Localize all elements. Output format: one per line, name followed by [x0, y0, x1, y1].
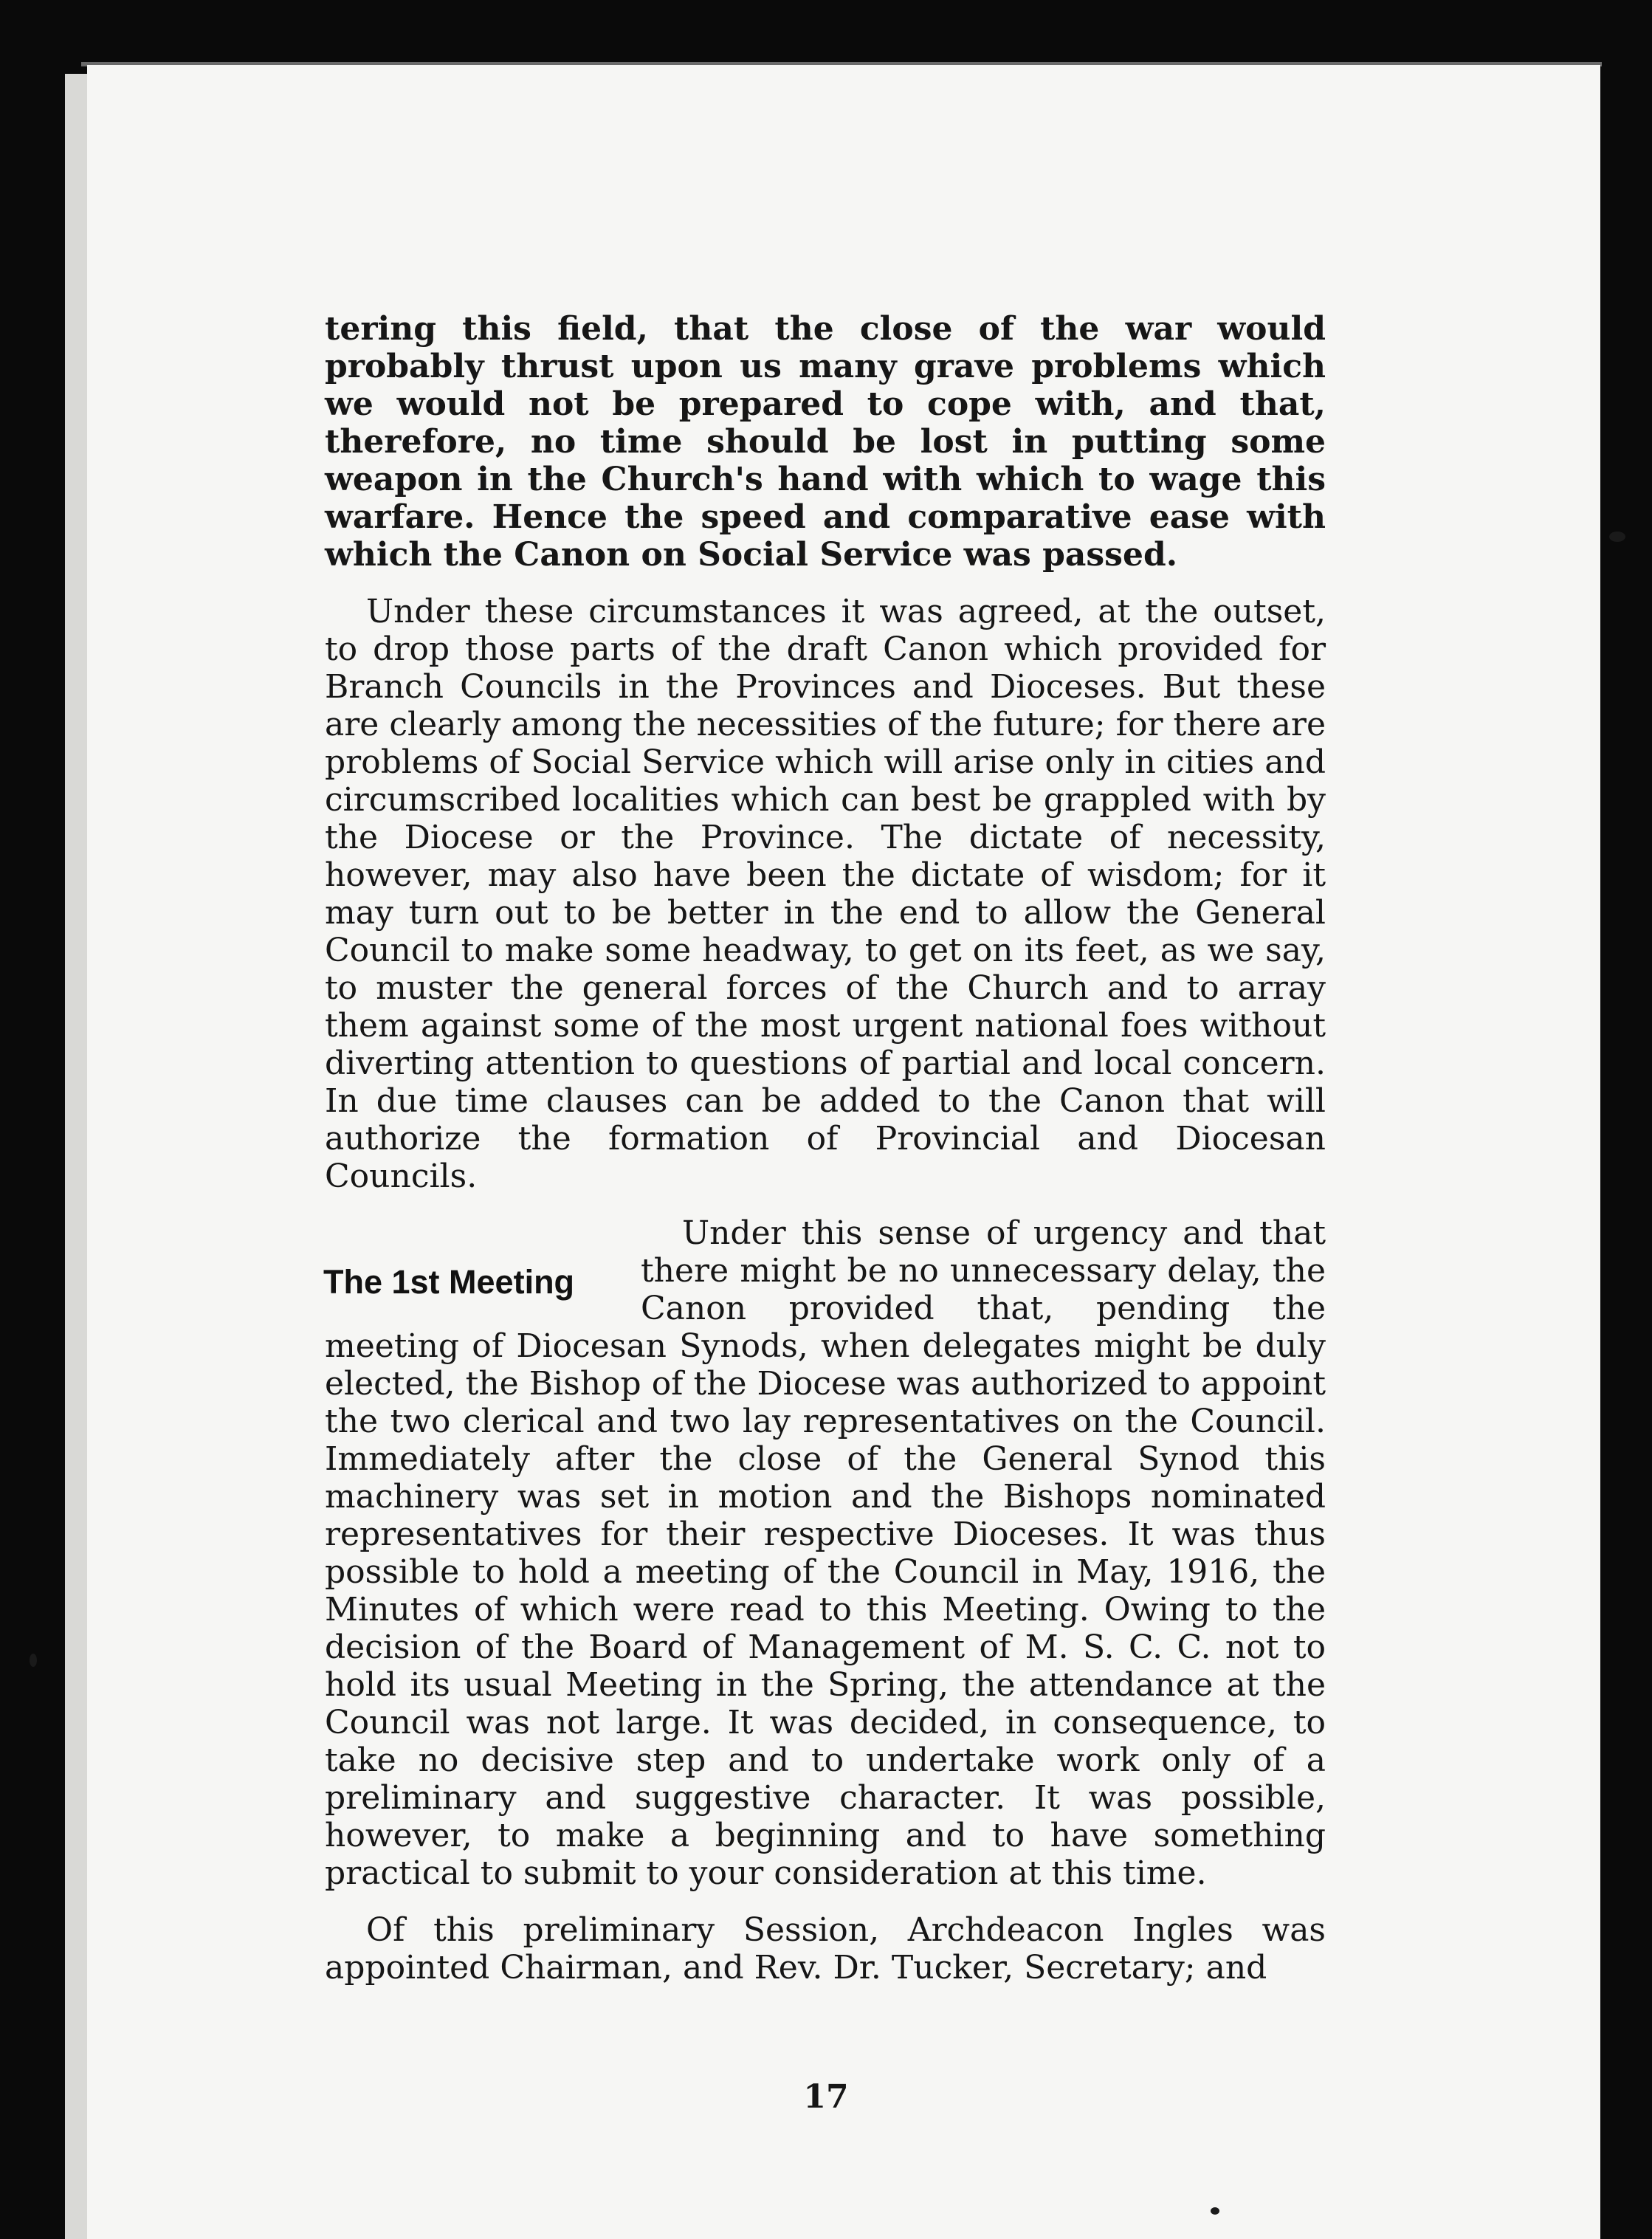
- scan-speck: [1211, 2207, 1219, 2215]
- side-heading: The 1st Meeting: [323, 1263, 575, 1301]
- binding-edge-left: [65, 74, 90, 2239]
- scan-speck: [30, 1654, 37, 1667]
- paragraph-4: Of this preliminary Session, Archdeacon Ingles was appointed Chairman, and Rev. Dr. Tucker, Secretary; and: [325, 1911, 1326, 1987]
- paragraph-3-wrapper: [325, 1214, 1326, 1892]
- paragraph-2: Under these circumstances it was agreed, at the outset, to drop those parts of the draft Canon which provided for Branch Councils in the Provinces and Dioceses. But these are clearly among the necessities of the future; for there are problems of Social Service which will arise only in cities and circumscribed localities which can best be grappled with by the Diocese or the Province. The dictate of necessity, however, may also have been the dictate of wisdom; for it may turn out to be better in the end to allow the General Council to make some headway, to get on its feet, as we say, to muster the general forces of the Church and to array them against some of the most urgent national foes without diverting attention to questions of partial and local concern. In due time clauses can be added to the Canon that will authorize the formation of Provincial and Diocesan Councils.: [325, 593, 1326, 1195]
- paragraph-1: tering this field, that the close of the war would probably thrust upon us many grave problems which we would not be prepared to cope with, and that, therefore, no time should be lost in putting some weapon in the Church's hand with which to wage this warfare. Hence the speed and comparative ease with which the Canon on Social Service was passed.: [325, 310, 1326, 574]
- paragraph-3: Under this sense of urgency and that there might be no unnecessary delay, the Canon provided that, pending the meeting of Diocesan Synods, when delegates might be duly elected, the Bishop of the Diocese was authorized to appoint the two clerical and two lay representatives on the Council. Immediately after the close of the General Synod this machinery was set in motion and the Bishops nominated representatives for their respective Dioceses. It was thus possible to hold a meeting of the Council in May, 1916, the Minutes of which were read to this Meeting. Owing to the decision of the Board of Management of M. S. C. C. not to hold its usual Meeting in the Spring, the attendance at the Council was not large. It was decided, in consequence, to take no decisive step and to undertake work only of a preliminary and suggestive character. It was possible, however, to make a beginning and to have something practical to submit to your consideration at this time.: [325, 1214, 1326, 1892]
- body-text: [325, 310, 1326, 1987]
- scan-speck: [1609, 532, 1625, 542]
- page-number: 17: [803, 2078, 849, 2116]
